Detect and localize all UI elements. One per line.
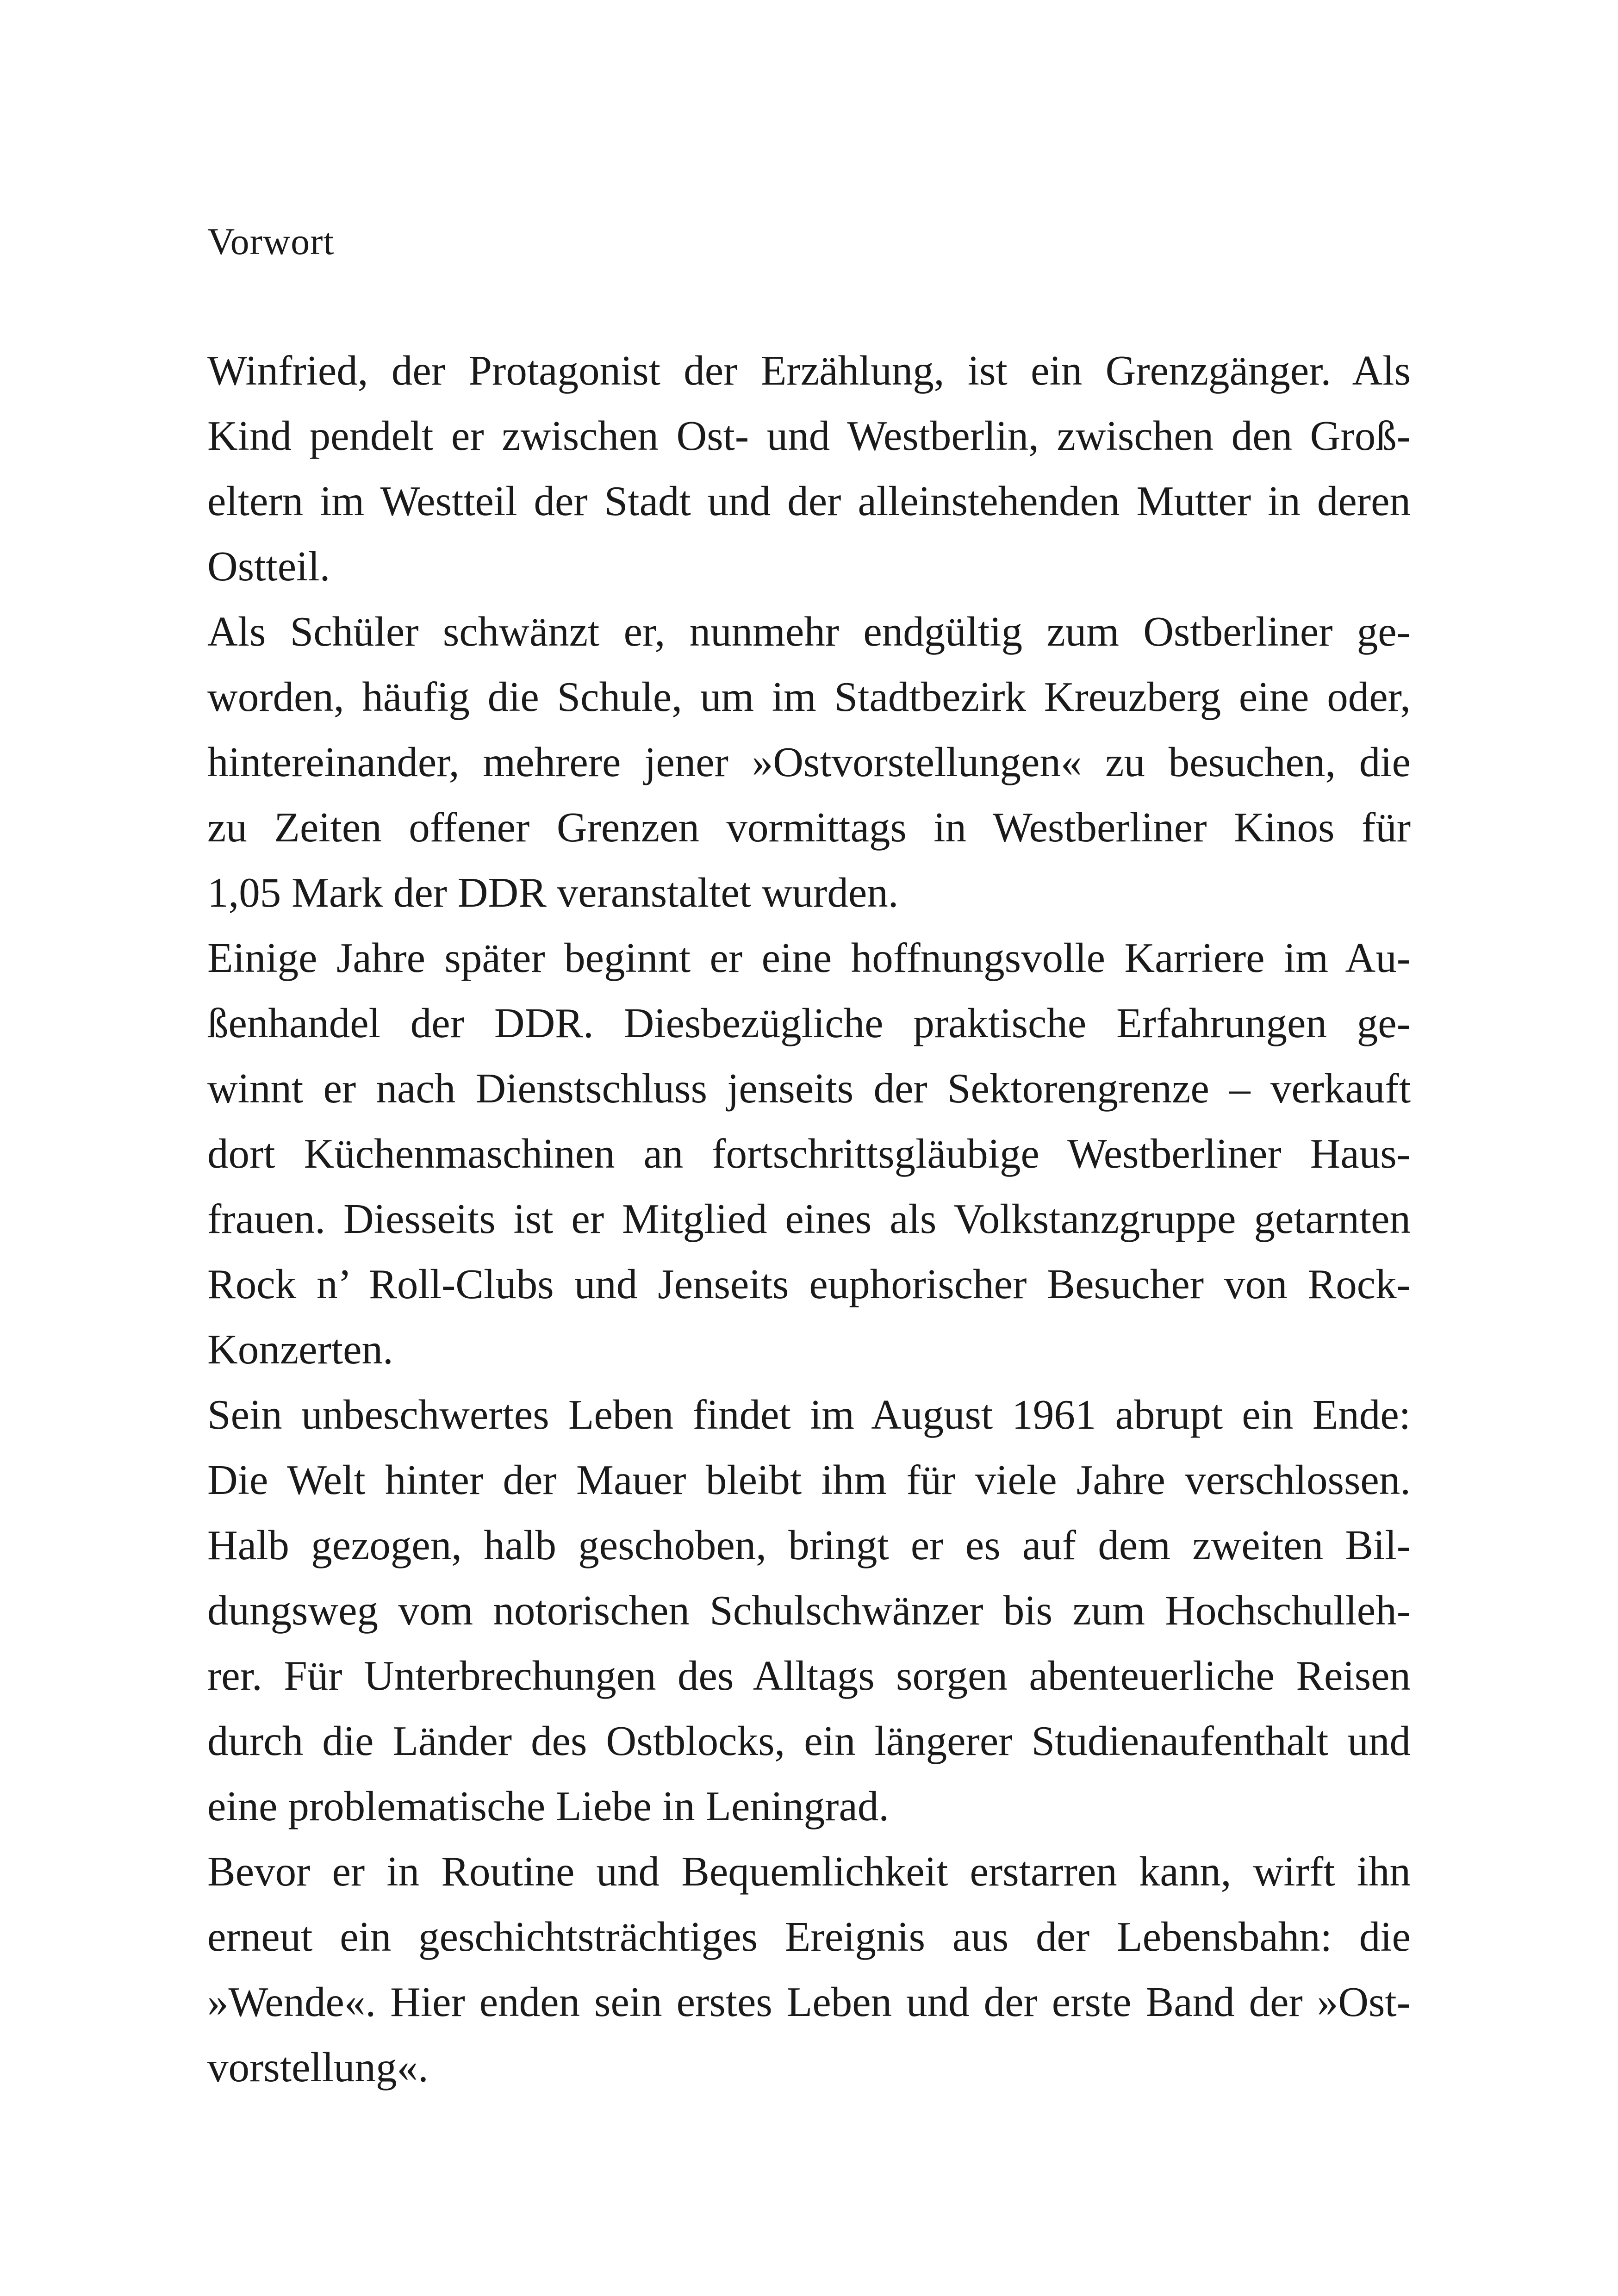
- text-line: ßenhandel der DDR. Diesbezügliche praktische Erfahrungen ge-: [207, 1000, 1411, 1046]
- text-line: worden, häufig die Schule, um im Stadtbezirk Kreuzberg eine oder,: [207, 673, 1411, 720]
- text-line: eltern im Westteil der Stadt und der alleinstehenden Mutter in deren: [207, 478, 1411, 524]
- page-heading: Vorwort: [207, 220, 335, 262]
- text-line: »Wende«. Hier enden sein erstes Leben und der erste Band der »Ost-: [207, 1979, 1411, 2025]
- text-line: eine problematische Liebe in Leningrad.: [207, 1783, 890, 1829]
- text-line: Bevor er in Routine und Bequemlichkeit erstarren kann, wirft ihn: [207, 1848, 1411, 1895]
- text-line: Einige Jahre später beginnt er eine hoffnungsvolle Karriere im Au-: [207, 934, 1411, 981]
- text-line: Winfried, der Protagonist der Erzählung, ist ein Grenzgänger. Als: [207, 347, 1411, 394]
- text-line: rer. Für Unterbrechungen des Alltags sorgen abenteuerliche Reisen: [207, 1652, 1411, 1699]
- text-line: Halb gezogen, halb geschoben, bringt er es auf dem zweiten Bil-: [207, 1522, 1411, 1568]
- text-line: Als Schüler schwänzt er, nunmehr endgültig zum Ostberliner ge-: [207, 608, 1411, 655]
- text-line: durch die Länder des Ostblocks, ein längerer Studienaufenthalt und: [207, 1717, 1411, 1764]
- text-line: Rock n’ Roll-Clubs und Jenseits euphorischer Besucher von Rock-: [207, 1261, 1411, 1307]
- text-line: dort Küchenmaschinen an fortschrittsgläubige Westberliner Haus-: [207, 1130, 1411, 1177]
- body-text: [207, 338, 1411, 2100]
- text-line: erneut ein geschichtsträchtiges Ereignis aus der Lebensbahn: die: [207, 1913, 1411, 1960]
- text-line: winnt er nach Dienstschluss jenseits der Sektorengrenze – verkauft: [207, 1065, 1411, 1112]
- text-line: Kind pendelt er zwischen Ost- und Westberlin, zwischen den Groß-: [207, 412, 1411, 459]
- text-line: zu Zeiten offener Grenzen vormittags in Westberliner Kinos für: [207, 804, 1411, 851]
- text-line: Konzerten.: [207, 1326, 393, 1373]
- text-line: frauen. Diesseits ist er Mitglied eines als Volkstanzgruppe getarnten: [207, 1195, 1411, 1242]
- text-line: Die Welt hinter der Mauer bleibt ihm für viele Jahre verschlossen.: [207, 1456, 1411, 1503]
- text-line: 1,05 Mark der DDR veranstaltet wurden.: [207, 869, 899, 916]
- text-line: dungsweg vom notorischen Schulschwänzer bis zum Hochschulleh-: [207, 1587, 1411, 1634]
- text-line: vorstellung«.: [207, 2044, 429, 2091]
- text-line: Sein unbeschwertes Leben findet im August 1961 abrupt ein Ende:: [207, 1391, 1411, 1438]
- text-line: hintereinander, mehrere jener »Ostvorstellungen« zu besuchen, die: [207, 739, 1411, 785]
- text-line: Ostteil.: [207, 543, 330, 590]
